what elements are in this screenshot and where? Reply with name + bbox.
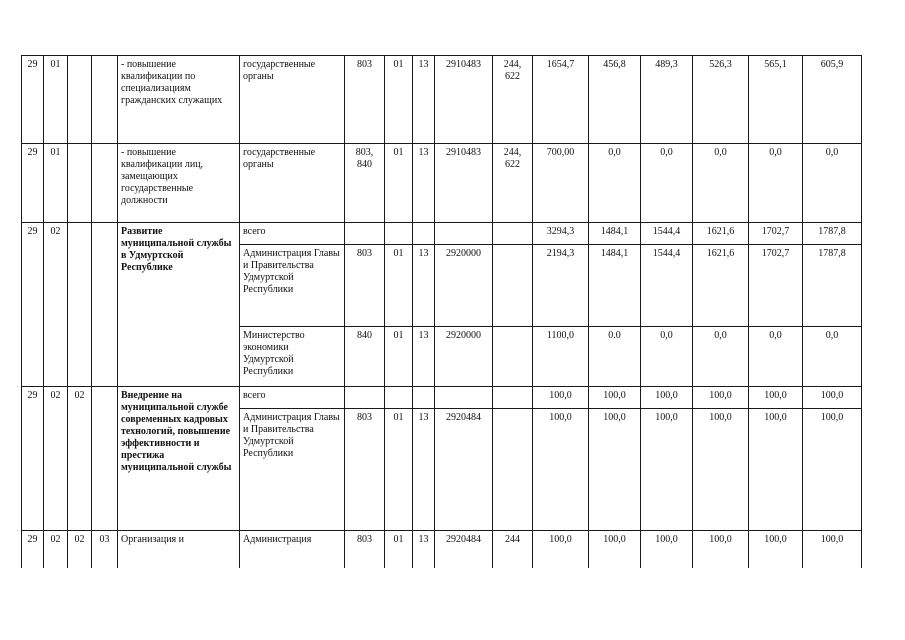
- value-cell: 456,8: [589, 56, 641, 144]
- responsible-cell: государственные органы: [240, 56, 345, 144]
- rz-cell: 01: [385, 144, 413, 223]
- code-cell: 29: [22, 531, 44, 571]
- responsible-cell: Администрация: [240, 531, 345, 571]
- value-cell: 526,3: [693, 56, 749, 144]
- csr-cell: 2910483: [435, 144, 493, 223]
- value-cell: 0,0: [749, 327, 803, 387]
- pr-cell: 13: [413, 531, 435, 571]
- value-cell: 565,1: [749, 56, 803, 144]
- csr-cell: 2920000: [435, 245, 493, 327]
- value-cell: 100,0: [749, 409, 803, 531]
- table-row: [22, 387, 862, 409]
- value-cell: 100,0: [589, 531, 641, 571]
- value-cell: 3294,3: [533, 223, 589, 245]
- value-cell: 1100,0: [533, 327, 589, 387]
- vr-cell: [493, 327, 533, 387]
- grbs-cell: 803: [345, 245, 385, 327]
- value-cell: 100,0: [589, 387, 641, 409]
- pr-cell: 13: [413, 245, 435, 327]
- code-cell: [92, 387, 118, 531]
- table-row: [22, 56, 862, 144]
- code-cell: 02: [68, 387, 92, 531]
- value-cell: 100,0: [533, 531, 589, 571]
- rz-cell: [385, 387, 413, 409]
- value-cell: 489,3: [641, 56, 693, 144]
- value-cell: 1544,4: [641, 245, 693, 327]
- value-cell: 1702,7: [749, 223, 803, 245]
- code-cell: [68, 144, 92, 223]
- value-cell: 100,0: [803, 409, 862, 531]
- code-cell: [68, 56, 92, 144]
- value-cell: 1702,7: [749, 245, 803, 327]
- code-cell: [92, 56, 118, 144]
- value-cell: 100,0: [641, 387, 693, 409]
- csr-cell: 2910483: [435, 56, 493, 144]
- value-cell: 0,0: [641, 144, 693, 223]
- grbs-cell: [345, 223, 385, 245]
- value-cell: 605,9: [803, 56, 862, 144]
- rz-cell: 01: [385, 245, 413, 327]
- grbs-cell: 840: [345, 327, 385, 387]
- value-cell: 100,0: [641, 409, 693, 531]
- value-cell: 100,0: [803, 531, 862, 571]
- pr-cell: 13: [413, 409, 435, 531]
- value-cell: 1787,8: [803, 245, 862, 327]
- rz-cell: 01: [385, 327, 413, 387]
- value-cell: 1621,6: [693, 223, 749, 245]
- code-cell: [68, 223, 92, 387]
- code-cell: 01: [44, 144, 68, 223]
- vr-cell: [493, 223, 533, 245]
- pr-cell: [413, 223, 435, 245]
- page-bottom-margin: [0, 568, 905, 640]
- rz-cell: [385, 223, 413, 245]
- rz-cell: 01: [385, 409, 413, 531]
- value-cell: 0,0: [693, 327, 749, 387]
- grbs-cell: [345, 387, 385, 409]
- value-cell: 0,0: [803, 144, 862, 223]
- pr-cell: 13: [413, 144, 435, 223]
- code-cell: 02: [44, 387, 68, 531]
- subprogram-name-cell: Развитие муниципальной службы в Удмуртской Республике: [118, 223, 240, 387]
- responsible-cell: Министерство экономики Удмуртской Республики: [240, 327, 345, 387]
- value-cell: 2194,3: [533, 245, 589, 327]
- value-cell: 100,0: [533, 387, 589, 409]
- pr-cell: 13: [413, 327, 435, 387]
- value-cell: 100,0: [693, 387, 749, 409]
- grbs-cell: 803: [345, 56, 385, 144]
- value-cell: 0,0: [749, 144, 803, 223]
- table-row: [22, 531, 862, 571]
- code-cell: 02: [44, 223, 68, 387]
- grbs-cell: 803: [345, 409, 385, 531]
- vr-cell: 244, 622: [493, 56, 533, 144]
- rz-cell: 01: [385, 531, 413, 571]
- pr-cell: [413, 387, 435, 409]
- vr-cell: 244, 622: [493, 144, 533, 223]
- value-cell: 100,0: [533, 409, 589, 531]
- vr-cell: [493, 245, 533, 327]
- value-cell: 1484,1: [589, 223, 641, 245]
- csr-cell: [435, 223, 493, 245]
- table-row: [22, 144, 862, 223]
- code-cell: 03: [92, 531, 118, 571]
- vr-cell: 244: [493, 531, 533, 571]
- code-cell: 29: [22, 387, 44, 531]
- value-cell: 1484,1: [589, 245, 641, 327]
- value-cell: 100,0: [641, 531, 693, 571]
- value-cell: 1544,4: [641, 223, 693, 245]
- code-cell: 29: [22, 56, 44, 144]
- value-cell: 100,0: [693, 409, 749, 531]
- value-cell: 100,0: [803, 387, 862, 409]
- activity-name-cell: - повышение квалификации по специализациям гражданских служащих: [118, 56, 240, 144]
- value-cell: 1787,8: [803, 223, 862, 245]
- csr-cell: 2920484: [435, 531, 493, 571]
- budget-table: [21, 55, 862, 571]
- value-cell: 1654,7: [533, 56, 589, 144]
- measure-name-cell: Внедрение на муниципальной службе современных кадровых технологий, повышение эффективности и престижа муниципальной службы: [118, 387, 240, 531]
- responsible-cell: всего: [240, 387, 345, 409]
- code-cell: 02: [68, 531, 92, 571]
- activity-name-cell: - повышение квалификации лиц, замещающих государственные должности: [118, 144, 240, 223]
- value-cell: 100,0: [589, 409, 641, 531]
- csr-cell: [435, 387, 493, 409]
- grbs-cell: 803, 840: [345, 144, 385, 223]
- code-cell: 29: [22, 144, 44, 223]
- value-cell: 100,0: [749, 531, 803, 571]
- vr-cell: [493, 387, 533, 409]
- value-cell: 0,0: [641, 327, 693, 387]
- value-cell: 0,0: [589, 144, 641, 223]
- responsible-cell: государственные органы: [240, 144, 345, 223]
- pr-cell: 13: [413, 56, 435, 144]
- responsible-cell: Администрация Главы и Правительства Удмуртской Республики: [240, 245, 345, 327]
- value-cell: 700,00: [533, 144, 589, 223]
- value-cell: 0.0: [589, 327, 641, 387]
- code-cell: [92, 144, 118, 223]
- value-cell: 0,0: [803, 327, 862, 387]
- table-row: [22, 223, 862, 245]
- value-cell: 1621,6: [693, 245, 749, 327]
- code-cell: 01: [44, 56, 68, 144]
- rz-cell: 01: [385, 56, 413, 144]
- value-cell: 100,0: [693, 531, 749, 571]
- value-cell: 0,0: [693, 144, 749, 223]
- code-cell: 29: [22, 223, 44, 387]
- activity-name-cell: Организация и: [118, 531, 240, 571]
- responsible-cell: Администрация Главы и Правительства Удмуртской Республики: [240, 409, 345, 531]
- csr-cell: 2920484: [435, 409, 493, 531]
- csr-cell: 2920000: [435, 327, 493, 387]
- grbs-cell: 803: [345, 531, 385, 571]
- vr-cell: [493, 409, 533, 531]
- responsible-cell: всего: [240, 223, 345, 245]
- value-cell: 100,0: [749, 387, 803, 409]
- code-cell: 02: [44, 531, 68, 571]
- code-cell: [92, 223, 118, 387]
